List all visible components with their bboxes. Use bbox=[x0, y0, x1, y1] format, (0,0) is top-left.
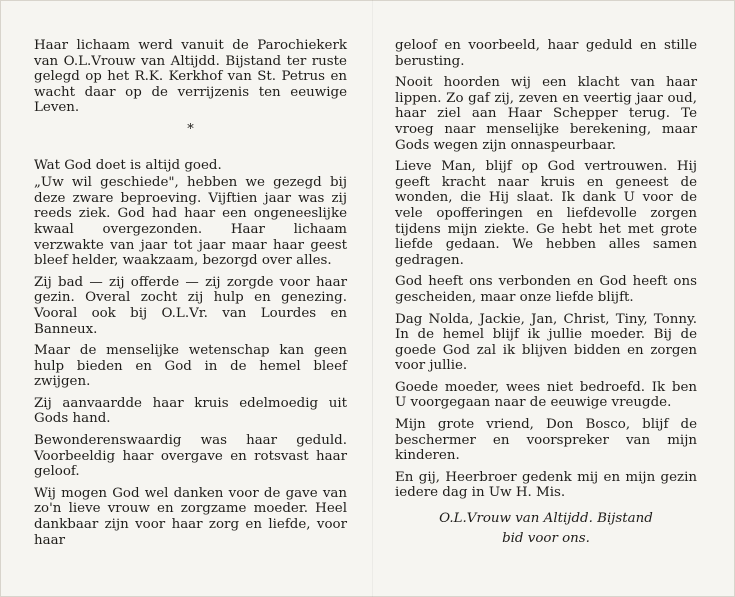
left-paragraph-6: Bewonderenswaardig was haar geduld. Voorbeeldig haar overgave en rotsvast haar geloof. bbox=[34, 433, 347, 480]
left-paragraph-1: Wat God doet is altijd goed. bbox=[34, 157, 222, 173]
left-paragraph-4: Maar de menselijke wetenschap kan geen hulp bieden en God in de hemel bleef zwijgen. bbox=[34, 343, 347, 390]
right-paragraph-7: Mijn grote vriend, Don Bosco, blijf de beschermer en voorspreker van mijn kinderen. bbox=[395, 417, 697, 464]
right-column bbox=[395, 38, 697, 549]
right-paragraph-4: God heeft ons verbonden en God heeft ons gescheiden, maar onze liefde blijft. bbox=[395, 274, 697, 305]
left-paragraph-7: Wij mogen God wel danken voor de gave van zo'n lieve vrouw en zorgzame moeder. Heel dankbaar zijn voor haar zorg en liefde, voor haar bbox=[34, 485, 347, 548]
left-column bbox=[34, 38, 347, 554]
right-paragraph-5: Dag Nolda, Jackie, Jan, Christ, Tiny, Tonny. In de hemel blijf ik jullie moeder. Bij de goede God zal ik blijven bidden en zorgen voor jullie. bbox=[395, 311, 697, 374]
right-paragraph-6: Goede moeder, wees niet bedroefd. Ik ben U voorgegaan naar de eeuwige vreugde. bbox=[395, 379, 697, 411]
left-paragraph-3: Zij bad — zij offerde — zij zorgde voor haar gezin. Overal zocht zij hulp en genezing. Vooral ook bij O.L.Vr. van Lourdes en Banneux. bbox=[34, 274, 347, 337]
closing-prayer bbox=[395, 509, 697, 549]
closing-line-2: bid voor ons. bbox=[502, 531, 590, 547]
right-paragraph-3: Lieve Man, blijf op God vertrouwen. Hij geeft kracht naar kruis en geneest de wonden, die Hij slaat. Ik dank U voor de vele opofferingen en liefdevolle zorgen tijdens mijn ziekte. Ge hebt het met grote liefde gedaan. We hebben alles samen gedragen. bbox=[395, 159, 697, 268]
left-paragraph-2: „Uw wil geschiede", hebben we gezegd bij deze zware beproeving. Vijftien jaar was zij reeds ziek. God had haar een ongeneeslijke kwaal overgezonden. Haar lichaam verzwakte van jaar tot jaar maar haar geest bleef helder, waakzaam, bezorgd over alles. bbox=[34, 175, 347, 269]
right-paragraph-1: geloof en voorbeeld, haar geduld en stille berusting. bbox=[395, 38, 697, 69]
separator-star: * bbox=[187, 121, 194, 137]
right-paragraph-8: En gij, Heerbroer gedenk mij en mijn gezin iedere dag in Uw H. Mis. bbox=[395, 469, 697, 501]
card-fold-line bbox=[372, 0, 373, 597]
left-paragraph-5: Zij aanvaardde haar kruis edelmoedig uit Gods hand. bbox=[34, 395, 347, 427]
right-paragraph-2: Nooit hoorden wij een klacht van haar lippen. Zo gaf zij, zeven en veertig jaar oud, haar ziel aan Haar Schepper terug. Te vroeg naar menselijke berekening, maar Gods wegen zijn onnaspeurbaar. bbox=[395, 75, 697, 153]
intro-paragraph: Haar lichaam werd vanuit de Parochiekerk van O.L.Vrouw van Altijdd. Bijstand ter ruste gelegd op het R.K. Kerkhof van St. Petrus en wacht daar op de verrijzenis ten eeuwige Leven. bbox=[34, 38, 347, 116]
closing-line-1: O.L.Vrouw van Altijdd. Bijstand bbox=[439, 511, 653, 527]
